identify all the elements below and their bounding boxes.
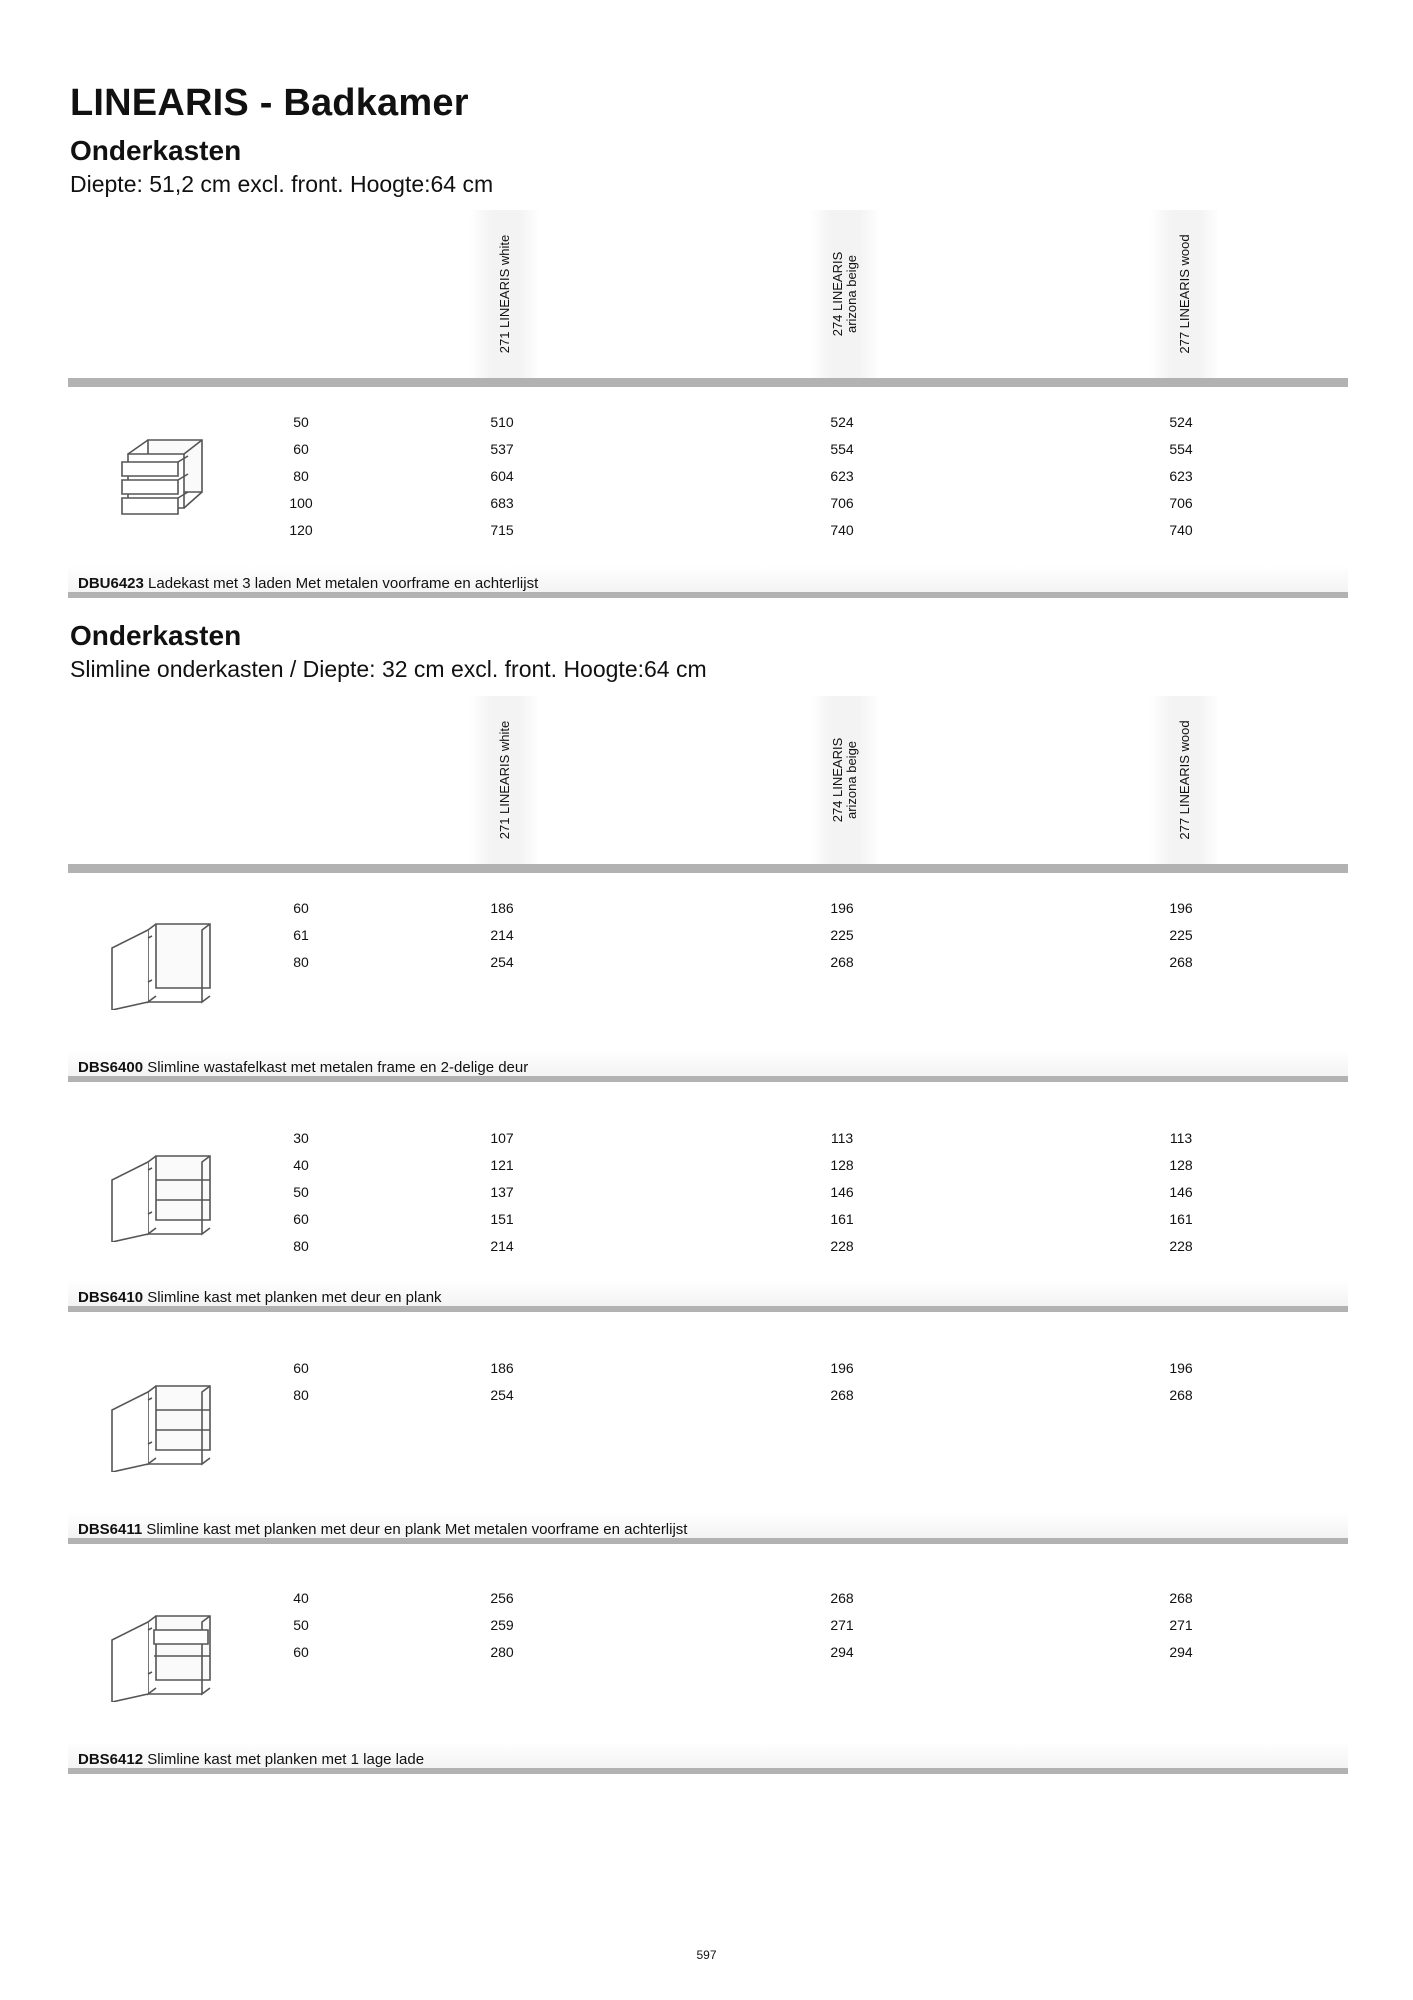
section1-title: Onderkasten (70, 135, 242, 166)
page-title: LINEARIS - Badkamer (70, 82, 469, 124)
table-row: 80 604 623 623 (293, 468, 1193, 484)
table-row: 60 280 294 294 (293, 1644, 1193, 1660)
table-row: 40 121 128 128 (293, 1157, 1193, 1173)
table-row: 100 683 706 706 (289, 495, 1193, 511)
dbs6400-price-rows (68, 900, 1348, 990)
dbs6410-description-bar (68, 1280, 1348, 1312)
table-row: 80 214 228 228 (293, 1238, 1193, 1254)
dbs6412-price-rows (68, 1590, 1348, 1680)
product-code: DBS6410 (78, 1289, 144, 1306)
product-code: DBS6412 (78, 1751, 144, 1768)
table-row: 40 256 268 268 (293, 1590, 1193, 1606)
product-description: Slimline kast met planken met deur en plank (147, 1289, 442, 1306)
table-row: 120 715 740 740 (289, 522, 1193, 538)
table-row: 80 254 268 268 (293, 1387, 1193, 1403)
dbs6412-description-bar (68, 1742, 1348, 1774)
table-row: 50 137 146 146 (293, 1184, 1193, 1200)
page-number: 597 (696, 1948, 717, 1962)
section1-col-white: 271 LINEARIS white (470, 210, 540, 378)
table-row: 60 186 196 196 (293, 1360, 1193, 1376)
dbs6400-description-bar (68, 1050, 1348, 1082)
table-row: 60 537 554 554 (293, 441, 1193, 457)
dbs6410-price-rows (68, 1130, 1348, 1270)
product-code: DBS6400 (78, 1059, 144, 1076)
table-row: 61 214 225 225 (293, 927, 1193, 943)
section1-col-beige: 274 LINEARIS arizona beige (810, 210, 880, 378)
section2-subtitle: Slimline onderkasten / Diepte: 32 cm excl. front. Hoogte:64 cm (70, 656, 707, 682)
section2-col-wood: 277 LINEARIS wood (1150, 696, 1220, 864)
table-row: 50 259 271 271 (293, 1617, 1193, 1633)
product-description: Ladekast met 3 laden Met metalen voorframe en achterlijst (148, 575, 539, 592)
section2-title: Onderkasten (70, 620, 242, 651)
dbu6423-price-rows (68, 414, 1348, 554)
dbs6411-description-bar (68, 1512, 1348, 1544)
product-code: DBU6423 (78, 575, 144, 592)
product-description: Slimline kast met planken met deur en plank Met metalen voorframe en achterlijst (146, 1521, 688, 1538)
product-description: Slimline kast met planken met 1 lage lade (147, 1751, 425, 1768)
section2-header-bar (68, 864, 1348, 873)
product-code: DBS6411 (78, 1521, 143, 1538)
table-row: 60 151 161 161 (293, 1211, 1193, 1227)
section2-col-white: 271 LINEARIS white (470, 696, 540, 864)
table-row: 80 254 268 268 (293, 954, 1193, 970)
table-row: 50 510 524 524 (293, 414, 1193, 430)
table-row: 60 186 196 196 (293, 900, 1193, 916)
section1-subtitle: Diepte: 51,2 cm excl. front. Hoogte:64 cm (70, 171, 494, 197)
section2-col-beige: 274 LINEARIS arizona beige (810, 696, 880, 864)
section1-col-wood: 277 LINEARIS wood (1150, 210, 1220, 378)
dbs6411-price-rows (68, 1360, 1348, 1420)
dbu6423-description-bar (68, 566, 1348, 598)
section1-header-bar (68, 378, 1348, 387)
product-description: Slimline wastafelkast met metalen frame en 2-delige deur (147, 1059, 529, 1076)
table-row: 30 107 113 113 (293, 1130, 1193, 1146)
